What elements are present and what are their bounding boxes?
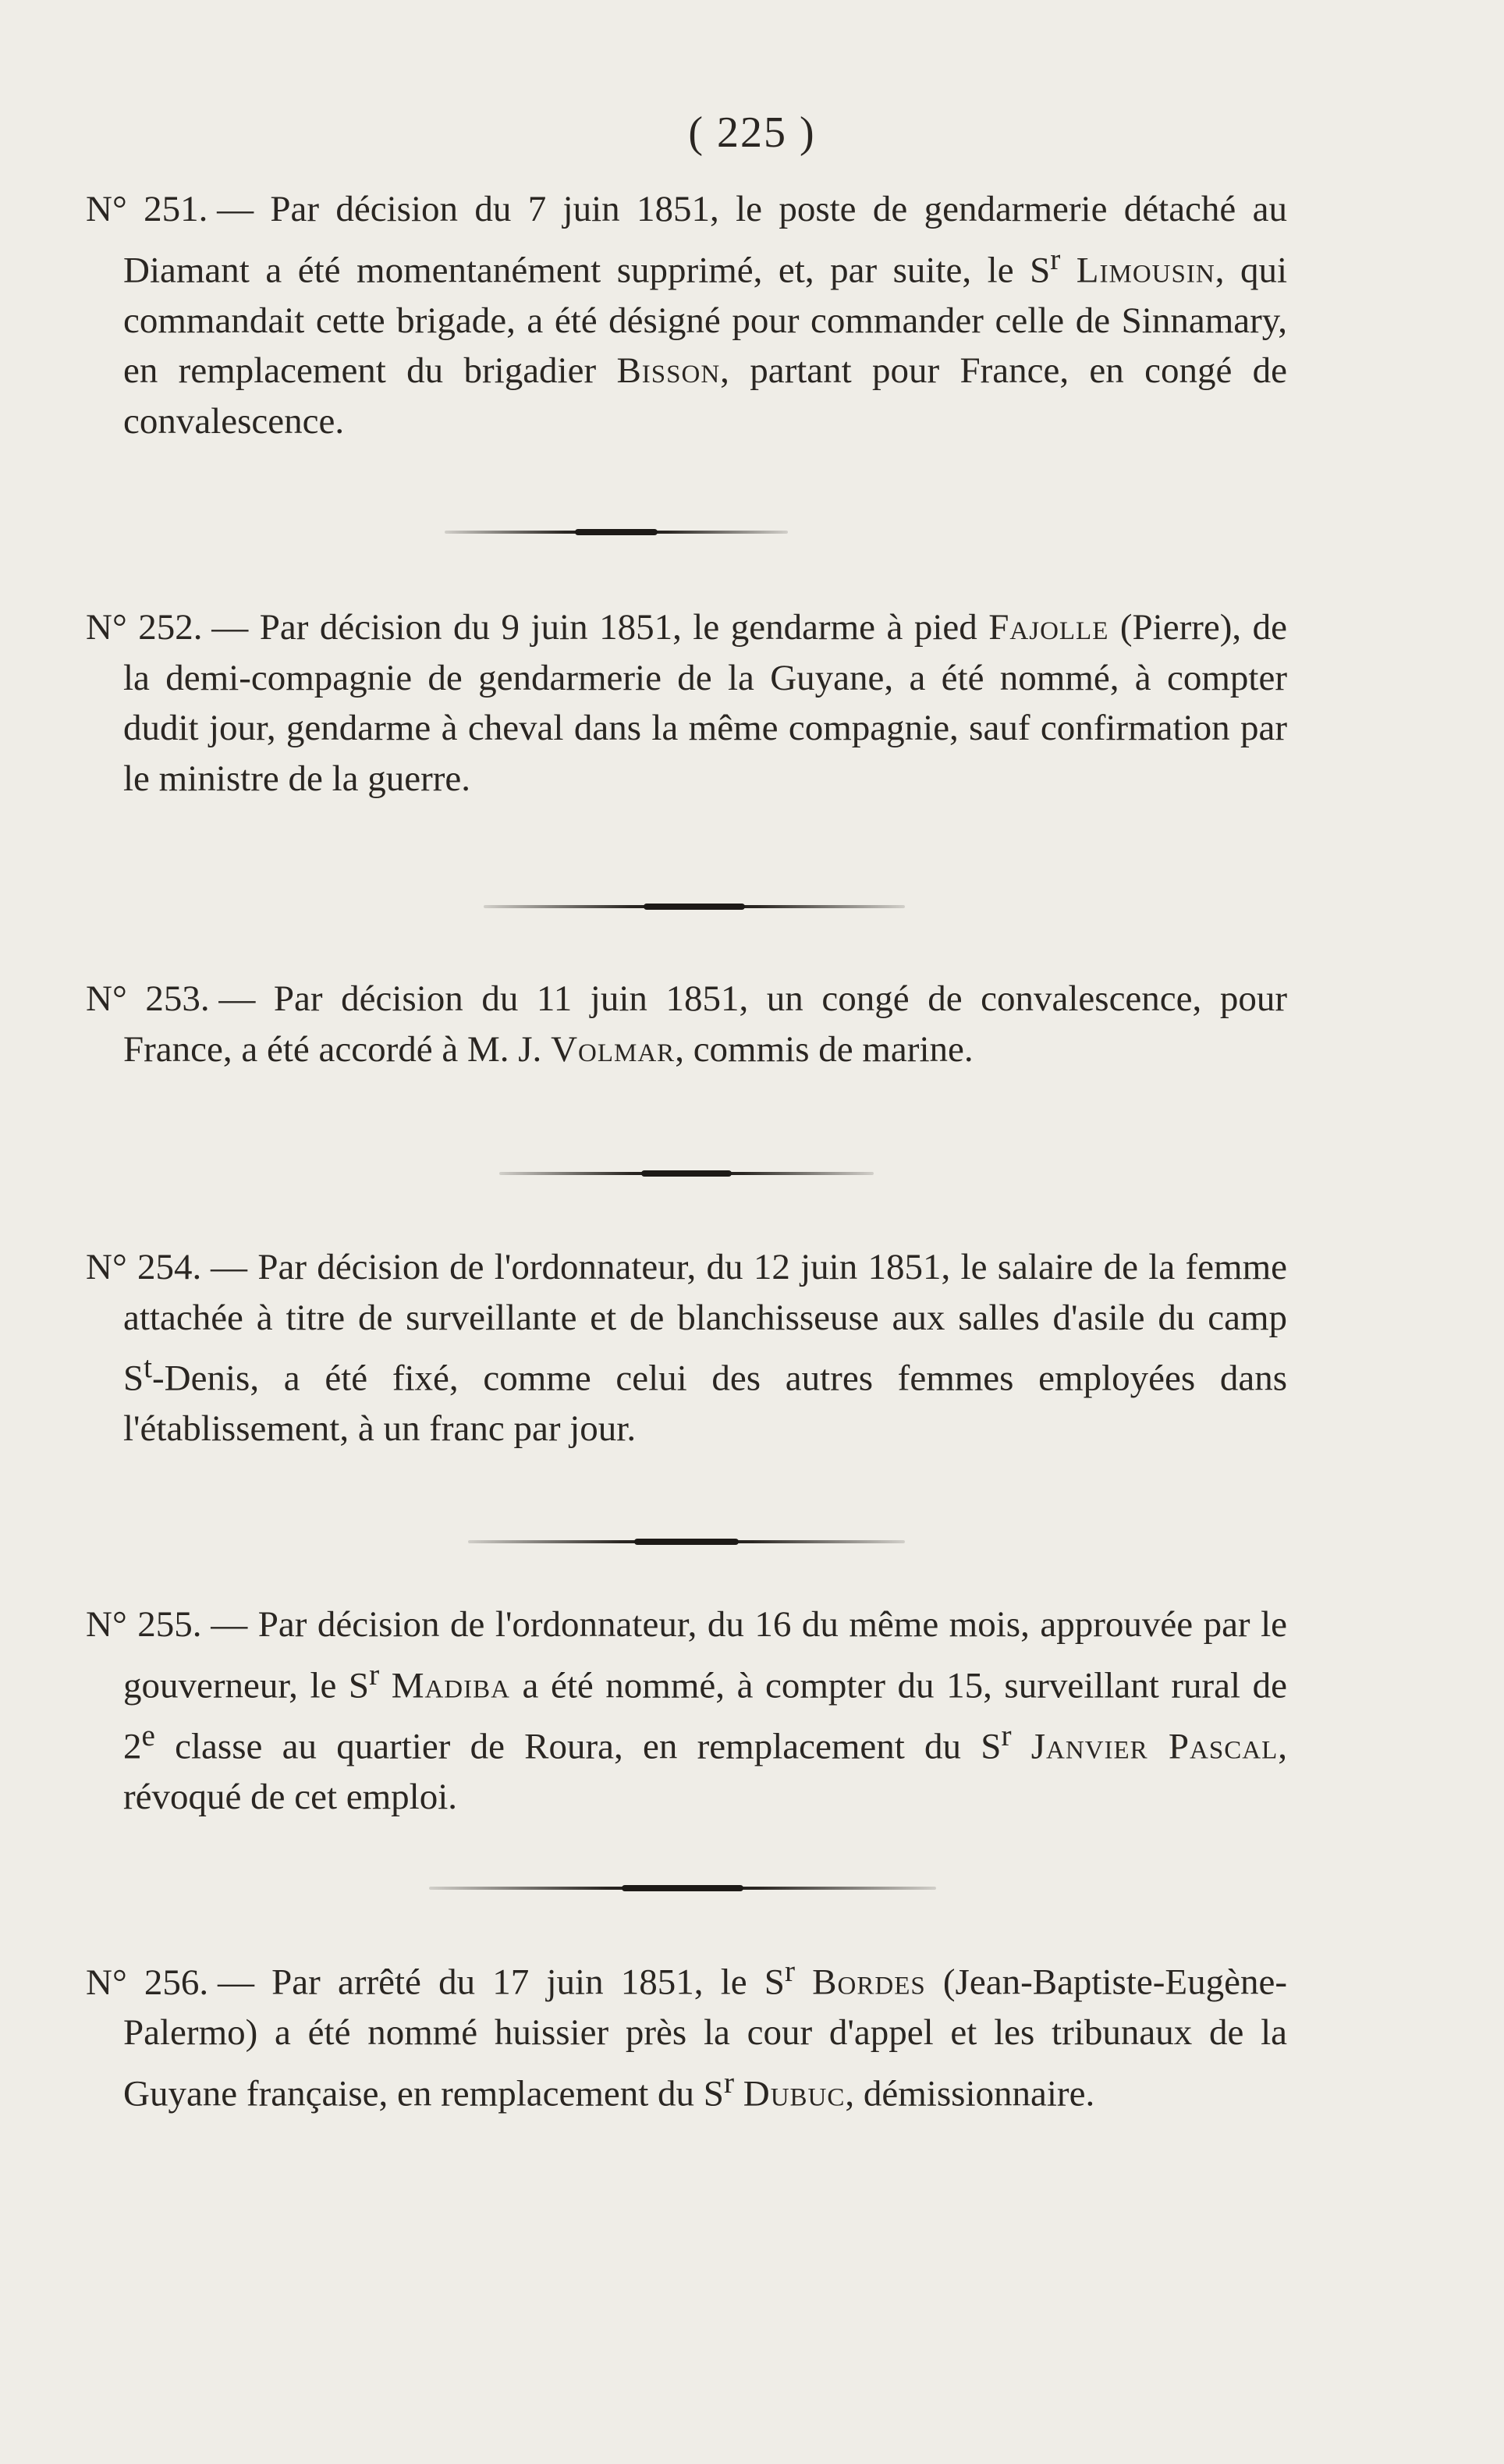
- entry-251: [86, 184, 1287, 446]
- page-number: ( 225 ): [688, 108, 816, 157]
- entry-253: [86, 974, 1287, 1074]
- person-name: Madiba: [391, 1665, 510, 1706]
- entry-number: N° 251.: [86, 189, 208, 229]
- person-name: Limousin: [1076, 250, 1215, 291]
- entry-255: [86, 1599, 1287, 1822]
- entry-number: N° 253.: [86, 978, 210, 1019]
- person-name: Dubuc: [743, 2073, 846, 2114]
- section-divider: [445, 531, 788, 534]
- entry-text: N° 255. — Par décision de l'ordonnateur, du 16 du même mois, approuvée par le gouverneur, le $S^r$ Madiba a été nommé, à compter du 15, surveillant rural de 2e classe au quartier de Roura, en remplacement du $S^r$ Janvier Pascal, révoqué de cet emploi.: [86, 1604, 1288, 1817]
- section-divider: [484, 905, 905, 908]
- entry-number: N° 255.: [86, 1604, 202, 1645]
- person-name: Bisson: [616, 350, 721, 392]
- entry-text: N° 251. — Par décision du 7 juin 1851, le poste de gendarmerie détaché au Diamant a été momentanément supprimé, et, par suite, le $S^r$ Limousin, qui commandait cette brigade, a été désigné pour commander celle de Sinnamary, en remplacement du brigadier Bisson, partant pour France, en congé de convalescence.: [86, 189, 1288, 442]
- entry-text: N° 253. — Par décision du 11 juin 1851, un congé de convalescence, pour France, a été accordé à M. J. Volmar, commis de marine.: [86, 978, 1287, 1070]
- section-divider: [499, 1172, 874, 1175]
- entry-number: N° 256.: [86, 1962, 209, 2003]
- entry-254: [86, 1242, 1287, 1454]
- person-name: Janvier Pascal: [1030, 1726, 1279, 1767]
- person-name: Bordes: [812, 1962, 926, 2003]
- entry-text: N° 254. — Par décision de l'ordonnateur, du 12 juin 1851, le salaire de la femme attachée à titre de surveillante et de blanchisseuse aux salles d'asile du camp $S^t$-Denis, a été fixé, comme celui des autres femmes employées dans l'établissement, à un franc par jour.: [86, 1247, 1287, 1450]
- entry-252: [86, 602, 1287, 804]
- person-name: Fajolle: [988, 607, 1109, 648]
- entry-number: N° 252.: [86, 607, 203, 648]
- section-divider: [429, 1887, 936, 1890]
- entry-number: N° 254.: [86, 1247, 202, 1287]
- section-divider: [468, 1540, 905, 1543]
- person-name: Volmar: [551, 1028, 676, 1070]
- entry-text: N° 256. — Par arrêté du 17 juin 1851, le $S^r$ Bordes (Jean-Baptiste-Eugène-Palermo) a été nommé huissier près la cour d'appel et les tribunaux de la Guyane française, en remplacement du $S^r$ Dubuc, démissionnaire.: [86, 1955, 1287, 2114]
- entry-text: N° 252. — Par décision du 9 juin 1851, le gendarme à pied Fajolle (Pierre), de la demi-compagnie de gendarmerie de la Guyane, a été nommé, à compter dudit jour, gendarme à cheval dans la même compagnie, sauf confirmation par le ministre de la guerre.: [86, 607, 1287, 799]
- entry-256: [86, 1947, 1287, 2119]
